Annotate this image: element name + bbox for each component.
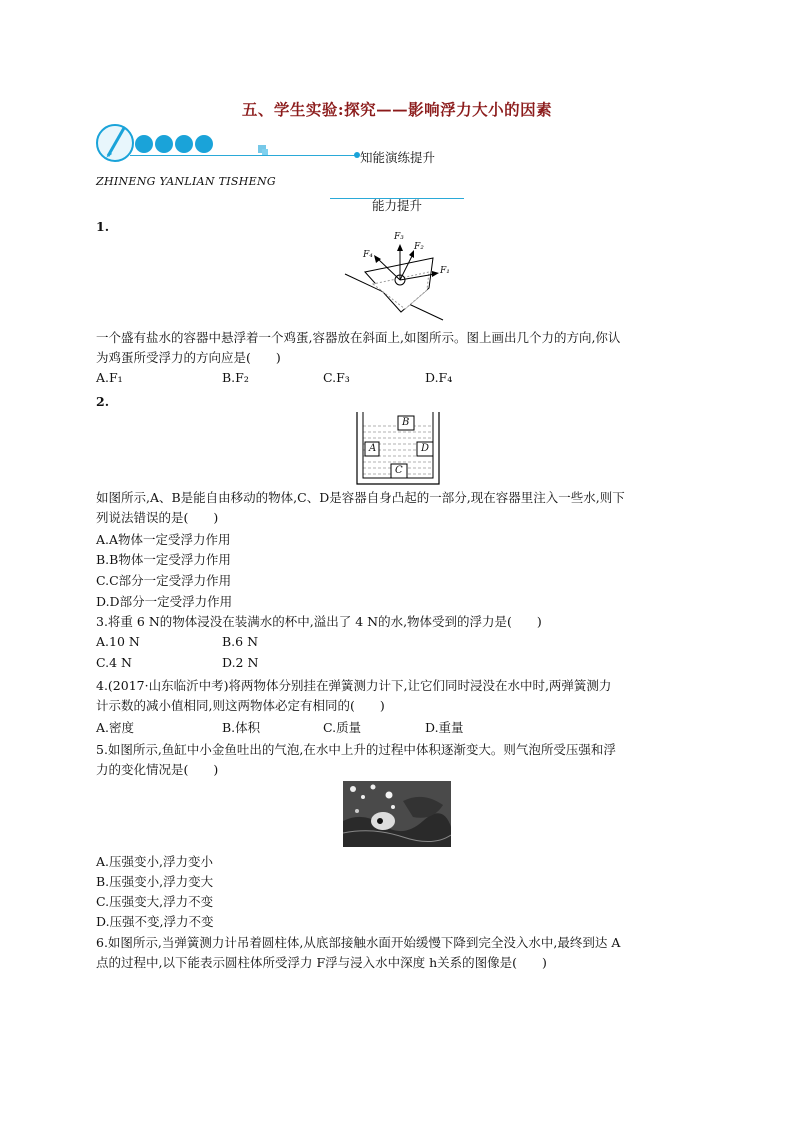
q5-option-c[interactable]: C.压强变大,浮力不变: [96, 894, 214, 909]
q2-option-b[interactable]: B.B物体一定受浮力作用: [96, 552, 231, 567]
section-title: 能力提升: [371, 198, 422, 213]
q3-option-b[interactable]: B.6 N: [222, 634, 259, 649]
q5-stem-line2: 力的变化情况是( ): [96, 762, 219, 777]
q3-option-c[interactable]: C.4 N: [96, 655, 132, 670]
banner-label: 知能演练提升: [360, 150, 436, 165]
q1-option-d[interactable]: D.F₄: [425, 370, 453, 385]
q2-number: 2.: [96, 394, 110, 409]
banner-graphic: [94, 122, 224, 164]
q1-stem-line1: 一个盛有盐水的容器中悬浮着一个鸡蛋,容器放在斜面上,如图所示。图上画出几个力的方向,你认: [96, 330, 621, 345]
q1-f3-label: F₃: [394, 232, 404, 242]
q5-option-a[interactable]: A.压强变小,浮力变小: [96, 854, 213, 869]
q2-label-d: D: [421, 443, 430, 454]
q6-stem-line1: 6.如图所示,当弹簧测力计吊着圆柱体,从底部接触水面开始缓慢下降到完全没入水中,最终到达 A: [96, 935, 621, 950]
q2-stem-line2: 列说法错误的是( ): [96, 510, 219, 525]
q4-stem-line2: 计示数的减小值相同,则这两物体必定有相同的( ): [96, 698, 385, 713]
q4-option-b[interactable]: B.体积: [222, 720, 261, 735]
q5-option-b[interactable]: B.压强变小,浮力变大: [96, 874, 214, 889]
q6-stem-line2: 点的过程中,以下能表示圆柱体所受浮力 F浮与浸入水中深度 h关系的图像是( ): [96, 955, 547, 970]
q1-option-a[interactable]: A.F₁: [96, 370, 123, 385]
q2-option-c[interactable]: C.C部分一定受浮力作用: [96, 573, 232, 588]
q2-label-a: A: [369, 443, 377, 454]
q3-option-a[interactable]: A.10 N: [96, 634, 140, 649]
q4-option-a[interactable]: A.密度: [96, 720, 135, 735]
q1-f2-label: F₂: [414, 242, 424, 252]
page-title: 五、学生实验:探究——影响浮力大小的因素: [241, 100, 553, 119]
q1-option-c[interactable]: C.F₃: [323, 370, 350, 385]
q1-number: 1.: [96, 219, 110, 234]
q5-fish-tank-photo: [343, 781, 451, 847]
q2-label-b: B: [402, 417, 410, 428]
q1-stem-line2: 为鸡蛋所受浮力的方向应是( ): [96, 350, 281, 365]
q5-stem-line1: 5.如图所示,鱼缸中小金鱼吐出的气泡,在水中上升的过程中体积逐渐变大。则气泡所受压强和浮: [96, 742, 616, 757]
q1-option-b[interactable]: B.F₂: [222, 370, 249, 385]
q4-option-c[interactable]: C.质量: [323, 720, 362, 735]
q2-option-a[interactable]: A.A物体一定受浮力作用: [96, 532, 231, 547]
q4-stem-line1: 4.(2017·山东临沂中考)将两物体分别挂在弹簧测力计下,让它们同时浸没在水中时,两弹簧测力: [96, 678, 612, 693]
q1-f1-label: F₁: [440, 266, 450, 276]
q3-stem: 3.将重 6 N的物体浸没在装满水的杯中,溢出了 4 N的水,物体受到的浮力是( ): [96, 614, 542, 629]
q2-option-d[interactable]: D.D部分一定受浮力作用: [96, 594, 233, 609]
banner-line: [130, 155, 358, 156]
q2-label-c: C: [395, 465, 403, 476]
q5-option-d[interactable]: D.压强不变,浮力不变: [96, 914, 214, 929]
q3-option-d[interactable]: D.2 N: [222, 655, 259, 670]
q4-option-d[interactable]: D.重量: [425, 720, 464, 735]
q1-f4-label: F₄: [363, 250, 373, 260]
q1-figure: [343, 232, 455, 322]
banner-pinyin: ZHINENG YANLIAN TISHENG: [96, 175, 276, 188]
q2-stem-line1: 如图所示,A、B是能自由移动的物体,C、D是容器自身凸起的一部分,现在容器里注入一些水,则下: [96, 490, 625, 505]
